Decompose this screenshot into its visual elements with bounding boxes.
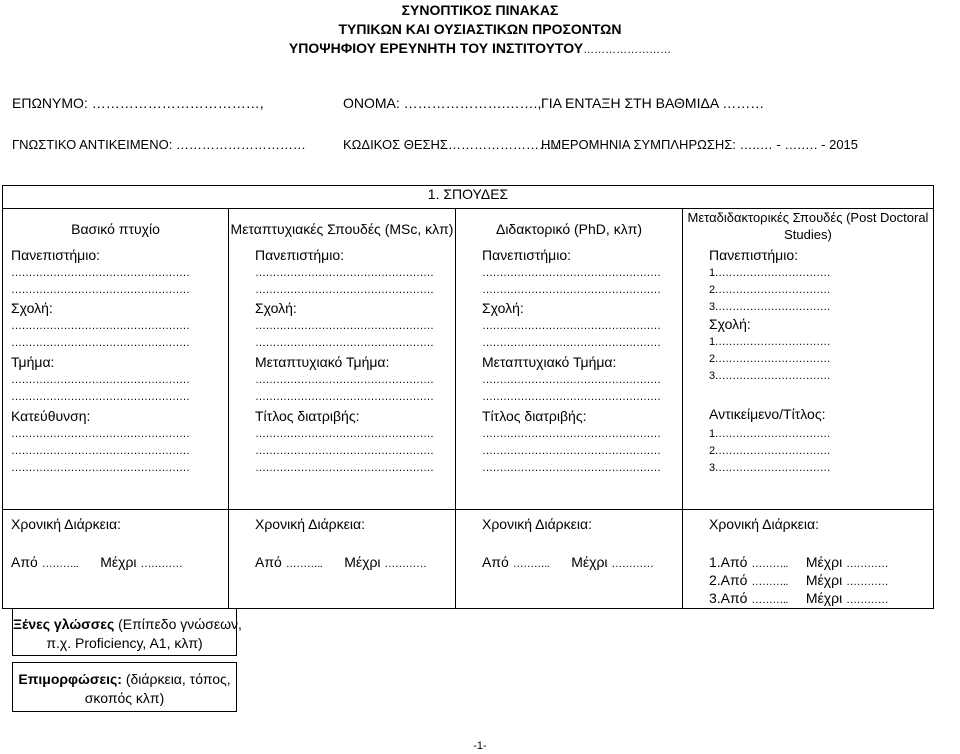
postdoc-university-line-1[interactable]: 1…………………………… [709,267,831,279]
duration-label: Χρονική Διάρκεια: [11,516,121,532]
candidate-title: ΥΠΟΨΗΦΙΟΥ ΕΡΕΥΝΗΤΗ ΤΟΥ ΙΝΣΤΙΤΟΥΤΟΥ [288,40,584,56]
department-line-2[interactable]: …………………………………………… [11,391,190,403]
to-label: Μέχρι [805,554,843,570]
languages-detail: (Επίπεδο γνώσεων, [118,616,242,632]
col-header-postdoc: Μεταδιδακτορικές Σπουδές (Post Doctoral Studies) [687,210,929,242]
university-label: Πανεπιστήμιο: [11,247,101,263]
specialization-line-3[interactable]: …………………………………………… [11,462,190,474]
duration-phd [456,510,683,609]
university-label: Πανεπιστήμιο: [482,247,572,263]
from-label: 1.Από [709,554,748,570]
to-dots[interactable]: ………… [611,558,654,570]
school-label: Σχολή: [482,300,524,316]
postdoc-period-2[interactable] [709,572,888,592]
to-label: Μέχρι [805,590,843,606]
form-title: ΣΥΝΟΠΤΙΚΟΣ ΠΙΝΑΚΑΣ [401,2,559,18]
subject-title-label: Αντικείμενο/Τίτλος: [709,406,826,422]
university-line-1[interactable]: …………………………………………… [11,267,190,279]
page-number: -1- [473,740,487,752]
pg-department-label: Μεταπτυχιακό Τμήμα: [482,354,617,370]
from-dots[interactable]: ……….. [512,558,550,570]
from-label: Από [11,554,38,570]
name-field[interactable]: ΟΝΟΜΑ: ………………….……., [343,95,542,111]
languages-box[interactable] [12,608,242,656]
postdoc-subject-line-1[interactable]: 1…………………………… [709,428,831,440]
university-line-1[interactable]: …………………………………………… [482,267,661,279]
surname-field[interactable]: ΕΠΩΝΥΜΟ: ………………………………, [12,95,264,111]
postdoc-university-line-2[interactable]: 2…………………………… [709,284,831,296]
pg-department-line-1[interactable]: …………………………………………… [255,374,434,386]
school-line-2[interactable]: …………………………………………… [255,337,434,349]
languages-label-line [13,616,242,632]
from-label: Από [255,554,282,570]
to-dots[interactable]: ………… [846,594,889,606]
school-line-1[interactable]: …………………………………………… [482,320,661,332]
university-line-2[interactable]: …………………………………………… [482,284,661,296]
duration-postdoc [683,510,934,609]
grade-field[interactable]: ΓΙΑ ΕΝΤΑΞΗ ΣΤΗ ΒΑΘΜΙΔΑ ……… [541,95,765,111]
university-line-2[interactable]: …………………………………………… [255,284,434,296]
department-line-1[interactable]: …………………………………………… [11,374,190,386]
duration-label: Χρονική Διάρκεια: [482,516,592,532]
column-masters [229,209,456,510]
school-label: Σχολή: [255,300,297,316]
from-label: 2.Από [709,572,748,588]
date-label: ΗΜΕΡΟΜΗΝΙΑ ΣΥΜΠΛΗΡΩΣΗΣ: [541,137,736,152]
postdoc-subject-line-3[interactable]: 3…………………………… [709,462,831,474]
thesis-title-label: Τίτλος διατριβής: [255,408,360,424]
thesis-line-3[interactable]: …………………………………………… [482,462,661,474]
university-line-1[interactable]: …………………………………………… [255,267,434,279]
university-label: Πανεπιστήμιο: [255,247,345,263]
school-line-1[interactable]: …………………………………………… [255,320,434,332]
from-dots[interactable]: ……….. [751,594,788,606]
department-label: Τμήμα: [11,354,55,370]
thesis-line-3[interactable]: …………………………………………… [255,462,434,474]
column-phd [456,209,683,510]
to-label: Μέχρι [571,554,608,570]
thesis-line-2[interactable]: …………………………………………… [255,445,434,457]
postdoc-university-line-3[interactable]: 3…………………………… [709,301,831,313]
specialization-label: Κατεύθυνση: [11,408,91,424]
training-box[interactable] [12,662,237,712]
studies-table [2,185,934,609]
postdoc-school-line-2[interactable]: 2…………………………… [709,353,831,365]
from-label: 3.Από [709,590,748,606]
to-label: Μέχρι [344,554,381,570]
form-subtitle-candidate [0,40,960,56]
university-label: Πανεπιστήμιο: [709,247,799,263]
form-subtitle: ΤΥΠΙΚΩΝ ΚΑΙ ΟΥΣΙΑΣΤΙΚΩΝ ΠΡΟΣΟΝΤΩΝ [338,21,622,37]
school-label: Σχολή: [709,316,751,332]
date-value[interactable]: …..… - ….…. - 2015 [739,137,859,152]
pg-department-line-2[interactable]: …………………………………………… [255,391,434,403]
period-row[interactable] [11,554,182,574]
training-detail-2: σκοπός κλπ) [84,690,165,706]
col-header-phd: Διδακτορικό (PhD, κλπ) [495,221,643,237]
specialization-line-2[interactable]: …………………………………………… [11,445,190,457]
from-dots[interactable]: ……….. [751,558,788,570]
postdoc-school-line-3[interactable]: 3…………………………… [709,370,831,382]
specialization-line-1[interactable]: …………………………………………… [11,428,190,440]
from-dots[interactable]: ……….. [285,558,323,570]
school-line-2[interactable]: …………………………………………… [482,337,661,349]
school-line-2[interactable]: …………………………………………… [11,337,190,349]
to-dots[interactable]: ………… [384,558,427,570]
subject-field[interactable]: ΓΝΩΣΤΙΚΟ ΑΝΤΙΚΕΙΜΕΝΟ: ………………………… [12,137,306,152]
university-line-2[interactable]: …………………………………………… [11,284,190,296]
training-label-line [13,671,236,687]
column-postdoc [683,209,934,510]
to-label: Μέχρι [805,572,843,588]
from-dots[interactable]: ……….. [751,576,788,588]
position-code-field[interactable]: ΚΩΔΙΚΟΣ ΘΕΣΗΣ…………………….. [343,137,560,152]
column-basic-degree [3,209,229,510]
to-dots[interactable]: ………… [140,558,183,570]
pg-department-line-2[interactable]: …………………………………………… [482,391,661,403]
period-row[interactable] [482,554,653,574]
duration-label: Χρονική Διάρκεια: [709,516,819,532]
candidate-title-dots[interactable]: …………………… [583,44,672,56]
col-header-masters: Μεταπτυχιακές Σπουδές (MSc, κλπ) [230,221,454,237]
thesis-line-1[interactable]: …………………………………………… [482,428,661,440]
pg-department-line-1[interactable]: …………………………………………… [482,374,661,386]
duration-label: Χρονική Διάρκεια: [255,516,365,532]
from-dots[interactable]: ……….. [41,558,79,570]
school-label: Σχολή: [11,300,53,316]
to-label: Μέχρι [100,554,137,570]
training-detail: (διάρκεια, τόπος, [125,671,231,687]
to-dots[interactable]: ………… [846,558,889,570]
duration-basic [3,510,229,609]
postdoc-period-1[interactable] [709,554,888,574]
duration-masters [229,510,456,609]
period-row[interactable] [255,554,426,574]
postdoc-subject-line-2[interactable]: 2…………………………… [709,445,831,457]
school-line-1[interactable]: …………………………………………… [11,320,190,332]
section-title: 1. ΣΠΟΥΔΕΣ [3,186,934,209]
to-dots[interactable]: ………… [846,576,889,588]
postdoc-school-line-1[interactable]: 1…………………………… [709,336,831,348]
date-field[interactable] [541,137,858,152]
languages-label: Ξένες γλώσσες [13,616,115,632]
training-label: Επιμορφώσεις: [18,671,122,687]
languages-detail-2: π.χ. Proficiency, A1, κλπ) [46,635,203,651]
postdoc-period-3[interactable] [709,590,888,610]
pg-department-label: Μεταπτυχιακό Τμήμα: [255,354,390,370]
thesis-line-2[interactable]: …………………………………………… [482,445,661,457]
col-header-basic: Βασικό πτυχίο [71,221,160,237]
from-label: Από [482,554,509,570]
thesis-line-1[interactable]: …………………………………………… [255,428,434,440]
thesis-title-label: Τίτλος διατριβής: [482,408,587,424]
